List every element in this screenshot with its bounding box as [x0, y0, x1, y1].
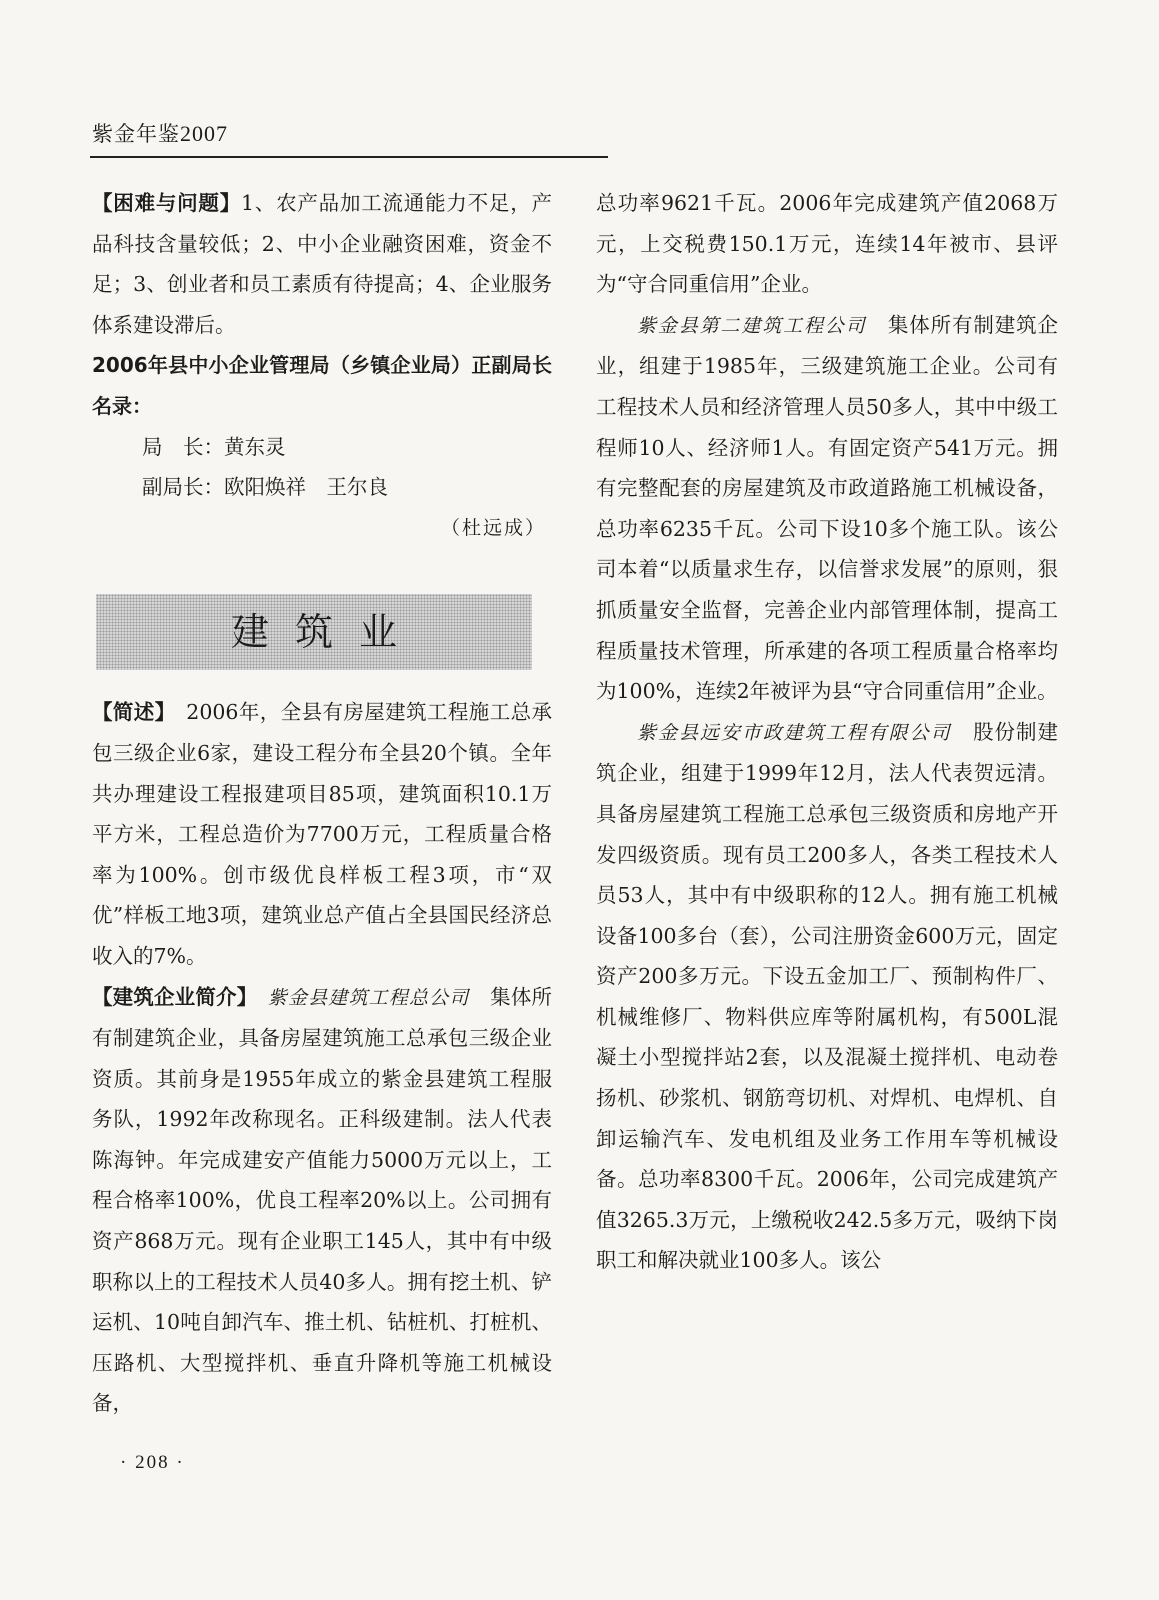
author-credit: （杜远成）	[440, 516, 546, 539]
overview-text: 2006年，全县有房屋建筑工程施工总承包三级企业6家，建设工程分布全县20个镇。全年共办理建设工程报建项目85项，建筑面积10.1万平方米，工程总造价为7700万元，工程质量合格率为100%。创市级优良样板工程3项，市“双优”样板工地3项，建筑业总产值占全县国民经济总收入的7%。	[92, 700, 553, 968]
running-header	[92, 118, 228, 148]
company2-name: 紫金县第二建筑工程公司	[637, 314, 867, 337]
director-line: 局 长：黄东灵	[142, 434, 286, 459]
header-rule	[90, 156, 608, 158]
deputy-line: 副局长：欧阳焕祥 王尔良	[142, 475, 388, 500]
company1-text: 集体所有制建筑企业，具备房屋建筑施工总承包三级企业资质。其前身是1955年成立的紫金县建筑工程服务队，1992年改称现名。正科级建制。法人代表陈海钟。年完成建安产值能力5000万元以上，工程合格率100%，优良工程率20%以上。公司拥有资产868万元。现有企业职工145人，其中有中级职称以上的工程技术人员40多人。拥有挖土机、铲运机、10吨自卸汽车、推土机、钻桩机、打桩机、压路机、大型搅拌机、垂直升降机等施工机械设备，	[92, 984, 552, 1416]
section-banner	[96, 594, 532, 670]
company3-paragraph	[596, 712, 1058, 1281]
overview-paragraph	[92, 692, 552, 976]
page-number: · 208 ·	[120, 1452, 185, 1473]
yearbook-year: 2007	[180, 121, 228, 146]
left-column	[92, 183, 552, 1424]
problems-paragraph	[92, 183, 552, 345]
company3-text: 股份制建筑企业，组建于1999年12月，法人代表贺远清。具备房屋建筑工程施工总承包三级资质和房地产开发四级资质。现有员工200多人，各类工程技术人员53人，其中有中级职称的12人。拥有施工机械设备100多台（套），公司注册资金600万元，固定资产200多万元。下设五金加工厂、预制构件厂、机械维修厂、物料供应库等附属机构，有500L混凝土小型搅拌站2套，以及混凝土搅拌机、电动卷扬机、砂浆机、钢筋弯切机、对焊机、电焊机、自卸运输汽车、发电机组及业务工作用车等机械设备。总功率8300千瓦。2006年，公司完成建筑产值3265.3万元，上缴税收242.5多万元，吸纳下岗职工和解决就业100多人。该公	[596, 719, 1058, 1273]
company1-name: 紫金县建筑工程总公司	[267, 986, 470, 1009]
leaders-heading: 2006年县中小企业管理局（乡镇企业局）正副局长名录：	[92, 353, 552, 418]
company2-paragraph	[596, 305, 1058, 712]
company3-name: 紫金县远安市政建筑工程有限公司	[637, 721, 952, 744]
right-column	[596, 183, 1058, 1281]
section-title: 建筑业	[230, 610, 423, 655]
company2-text: 集体所有制建筑企业，组建于1985年，三级建筑施工企业。公司有工程技术人员和经济管理人员50多人，其中中级工程师10人、经济师1人。有固定资产541万元。拥有完整配套的房屋建筑及市政道路施工机械设备，总功率6235千瓦。公司下设10多个施工队。该公司本着“以质量求生存，以信誉求发展”的原则，狠抓质量安全监督，完善企业内部管理体制，提高工程质量技术管理，所承建的各项工程质量合格率均为100%，连续2年被评为县“守合同重信用”企业。	[596, 312, 1058, 704]
company1-continued: 总功率9621千瓦。2006年完成建筑产值2068万元，上交税费150.1万元，连续14年被市、县评为“守合同重信用”企业。	[596, 191, 1058, 297]
intro-label: 【建筑企业简介】	[92, 984, 248, 1009]
overview-label: 【简述】	[92, 700, 166, 725]
yearbook-title: 紫金年鉴	[92, 122, 180, 146]
problems-text: 1、农产品加工流通能力不足，产品科技含量较低；2、中小企业融资困难，资金不足；3、创业者和员工素质有待提高；4、企业服务体系建设滞后。	[92, 191, 552, 337]
problems-label: 【困难与问题】	[92, 191, 241, 215]
company1-paragraph	[92, 977, 552, 1425]
